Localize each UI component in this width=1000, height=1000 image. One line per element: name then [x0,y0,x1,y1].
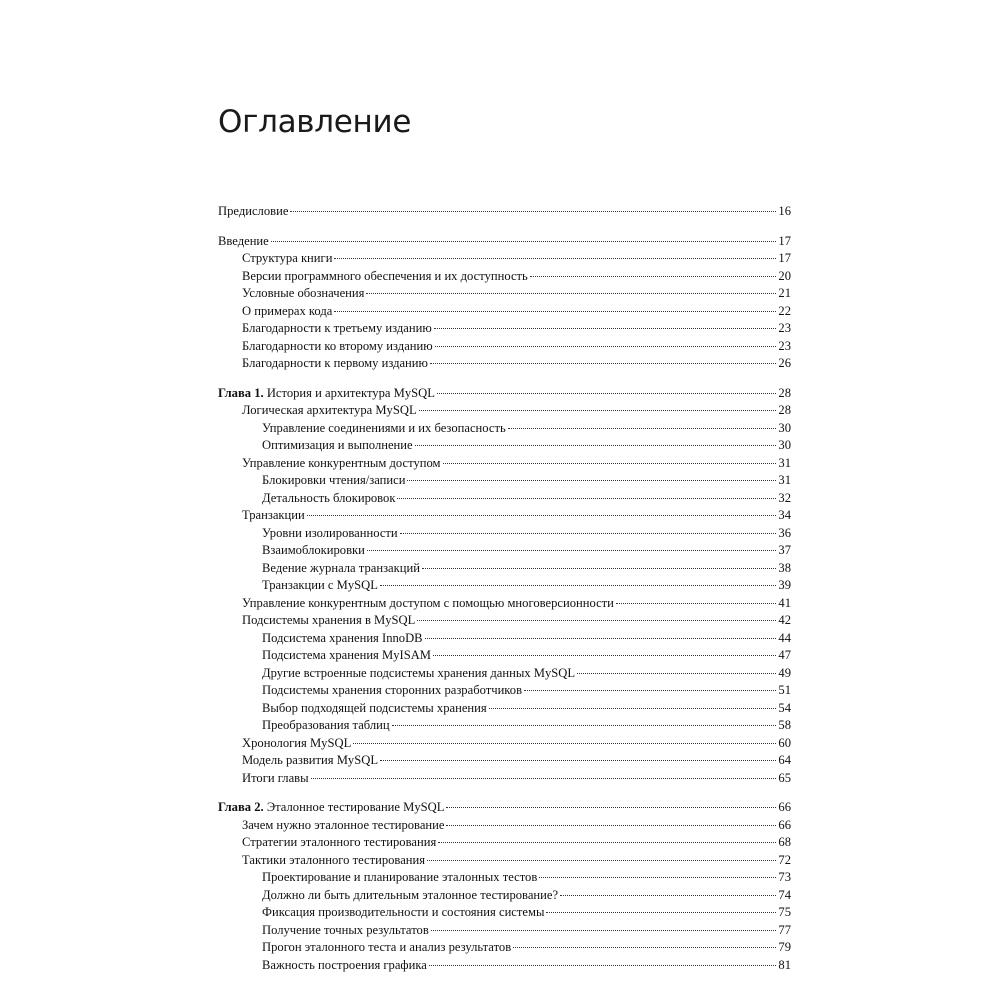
dot-leader [353,743,776,744]
toc-page-number: 54 [778,700,791,715]
dot-leader [431,930,777,931]
dot-leader [419,410,777,411]
toc-entry[interactable] [218,817,791,835]
toc-entry-label [262,904,544,922]
toc-entry[interactable] [218,303,791,321]
dot-leader [577,673,776,674]
dot-leader [489,708,777,709]
dot-leader [530,276,777,277]
toc-entry-label [262,700,487,718]
dot-leader [415,445,777,446]
toc-entry-title: Блокировки чтения/записи [262,473,406,487]
toc-entry-title: Управление конкурентным доступом с помощью многоверсионности [242,595,614,610]
toc-entry-label [242,595,614,613]
toc-entry[interactable] [218,525,791,543]
toc-entry-title: Подсистемы хранения в MySQL [242,613,416,627]
dot-leader [435,346,777,347]
dot-leader [429,965,777,966]
toc-spacer [218,373,791,385]
toc-page-number: 39 [778,578,791,592]
toc-page-number: 38 [778,560,791,575]
toc-entry[interactable] [218,612,791,630]
toc-page-number: 28 [778,403,791,417]
toc-page-number: 17 [778,251,791,265]
toc-page-number: 66 [778,800,791,814]
toc-entry-label [242,402,417,420]
toc-page-number: 30 [778,420,791,435]
toc-page-number: 32 [778,490,791,505]
toc-entry-title: Взаимоблокировки [262,543,365,557]
dot-leader [407,480,776,481]
toc-page-number: 23 [778,321,791,335]
toc-entry[interactable] [218,852,791,870]
toc-entry[interactable] [218,770,791,788]
toc-entry-title: История и архитектура MySQL [266,385,435,400]
toc-entry-title: Транзакции с MySQL [262,578,378,592]
toc-page-number: 51 [778,683,791,697]
toc-entry[interactable] [218,717,791,735]
toc-entry-label [242,735,351,753]
toc-entry-title: Логическая архитектура MySQL [242,403,417,417]
toc-entry[interactable] [218,320,791,338]
toc-spacer [218,787,791,799]
chapter-number: Глава 1. [218,385,264,400]
toc-entry[interactable] [218,402,791,420]
toc-entry-title: Детальность блокировок [262,490,396,505]
toc-entry-label [242,507,305,525]
dot-leader [508,428,777,429]
toc-entry[interactable] [218,437,791,455]
toc-chapter-entry[interactable] [218,233,791,251]
toc-entry-title: Подсистемы хранения сторонних разработчиков [262,683,523,697]
toc-entry-label [242,285,364,303]
toc-entry[interactable] [218,355,791,373]
toc-entry-label [242,817,444,835]
toc-entry-title: Ведение журнала транзакций [262,560,420,575]
toc-entry-title: Модель развития MySQL [242,753,379,767]
toc-entry-title: Транзакции [242,508,305,522]
toc-entry-title: Уровни изолированности [262,525,398,540]
toc-page-number: 77 [778,922,791,937]
toc-entry-title: Оптимизация и выполнение [262,438,413,452]
toc-entry[interactable] [218,904,791,922]
toc-entry-title: Версии программного обеспечения и их доступность [242,268,528,283]
toc-entry[interactable] [218,869,791,887]
toc-page-number: 31 [778,455,791,470]
toc-entry[interactable] [218,957,791,975]
toc-entry[interactable] [218,922,791,940]
toc-entry-label [262,630,423,648]
toc-entry-title: Должно ли быть длительным эталонное тестирование? [262,887,559,902]
dot-leader [397,498,776,499]
toc-entry-title: Тактики эталонного тестирования [242,852,426,867]
dot-leader [616,603,776,604]
toc-entry[interactable] [218,490,791,508]
toc-page-number: 73 [778,870,791,884]
toc-entry-label [262,682,522,700]
toc-entry-title: Благодарности к первому изданию [242,356,428,370]
toc-entry-title: О примерах кода [242,303,333,318]
toc-entry-label [218,203,288,221]
toc-entry-label [242,355,428,373]
dot-leader [427,860,776,861]
toc-page-number: 58 [778,718,791,732]
toc-page-number: 75 [778,905,791,919]
toc-entry[interactable] [218,420,791,438]
dot-leader [443,463,777,464]
toc-entry[interactable] [218,834,791,852]
toc-entry-label [262,869,537,887]
toc-entry-label [242,612,415,630]
dot-leader [430,363,776,364]
toc-entry-label [242,268,528,286]
toc-entry-label [242,338,433,356]
toc-page-number: 41 [778,595,791,610]
dot-leader [560,895,776,896]
dot-leader [334,311,776,312]
toc-entry-title: Прогон эталонного теста и анализ результатов [262,940,512,954]
toc-entry-title: Другие встроенные подсистемы хранения данных MySQL [262,665,576,680]
dot-leader [380,760,776,761]
toc-entry-title: Фиксация производительности и состояния системы [262,905,545,919]
toc-entry-label [262,939,511,957]
toc-entry[interactable] [218,542,791,560]
toc-entry[interactable] [218,647,791,665]
toc-entry-title: Выбор подходящей подсистемы хранения [262,700,487,715]
toc-entry-label [242,834,436,852]
toc-entry[interactable] [218,455,791,473]
toc-entry-label [262,647,431,665]
toc-entry-title: Проектирование и планирование эталонных тестов [262,870,538,884]
toc-page-number: 23 [778,338,791,353]
toc-page-number: 74 [778,887,791,902]
toc-entry[interactable] [218,577,791,595]
toc-entry-label [218,233,269,251]
toc-entry-title: Хронология MySQL [242,735,352,750]
toc-entry-label [262,472,405,490]
dot-leader [446,825,776,826]
dot-leader [425,638,777,639]
toc-entry-label [242,852,425,870]
toc-entry-label [262,490,395,508]
dot-leader [400,533,777,534]
toc-entry[interactable] [218,560,791,578]
toc-entry[interactable] [218,682,791,700]
toc-page-number: 17 [778,233,791,248]
toc-entry-label [262,525,398,543]
dot-leader [367,550,777,551]
toc-entry[interactable] [218,507,791,525]
toc-entry-label [262,957,427,975]
dot-leader [380,585,776,586]
dot-leader [539,877,776,878]
toc-entry-label [218,385,435,403]
toc-page-number: 72 [778,852,791,867]
toc-page-number: 16 [778,204,791,218]
toc-page-number: 28 [778,385,791,400]
toc-entry[interactable] [218,338,791,356]
toc-entry[interactable] [218,595,791,613]
toc-entry-label [262,577,378,595]
dot-leader [271,241,777,242]
dot-leader [524,690,776,691]
dot-leader [366,293,776,294]
toc-page-number: 47 [778,648,791,662]
toc-entry-label [262,717,390,735]
toc-entry-title: Управление соединениями и их безопасность [262,420,506,435]
dot-leader [290,211,776,212]
toc-page-number: 79 [778,940,791,954]
toc-entry[interactable] [218,250,791,268]
toc-entry-label [218,799,444,817]
toc-chapter-entry[interactable] [218,203,791,221]
toc-page-number: 68 [778,835,791,849]
toc-page-number: 36 [778,525,791,540]
dot-leader [434,328,777,329]
toc-entry-label [242,303,332,321]
toc-page-number: 37 [778,543,791,557]
toc-entry-label [262,665,575,683]
dot-leader [422,568,776,569]
dot-leader [437,393,776,394]
toc-page-number: 65 [778,770,791,785]
toc-entry-title: Важность построения графика [262,957,427,972]
toc-entry-title: Управление конкурентным доступом [242,455,441,470]
dot-leader [546,912,776,913]
toc-page-number: 26 [778,356,791,370]
toc-page-number: 64 [778,753,791,767]
toc-entry-label [242,455,441,473]
toc-spacer [218,221,791,233]
toc-entry-title: Эталонное тестирование MySQL [266,800,445,814]
toc-entry[interactable] [218,700,791,718]
toc-page-number: 49 [778,665,791,680]
toc-page-number: 31 [778,473,791,487]
toc-entry-label [262,542,365,560]
toc-entry-label [262,887,558,905]
dot-leader [392,725,777,726]
toc-entry-label [242,752,378,770]
toc-entry-title: Благодарности к третьему изданию [242,321,432,335]
toc-page-number: 22 [778,303,791,318]
toc-entry-title: Введение [218,233,269,248]
toc-entry-label [262,420,506,438]
toc-page-number: 34 [778,508,791,522]
toc-entry-label [242,320,432,338]
toc-entry-title: Благодарности ко второму изданию [242,338,433,353]
toc-entry-title: Подсистема хранения MyISAM [262,648,431,662]
toc-entry[interactable] [218,887,791,905]
toc-entry-title: Условные обозначения [242,286,365,300]
toc-entry[interactable] [218,630,791,648]
toc-page-number: 44 [778,630,791,645]
toc-entry-title: Зачем нужно эталонное тестирование [242,817,445,832]
chapter-number: Глава 2. [218,800,264,814]
toc-entry-title: Итоги главы [242,770,309,785]
dot-leader [307,515,777,516]
dot-leader [446,807,776,808]
dot-leader [334,258,776,259]
toc-entry-title: Предисловие [218,204,289,218]
toc-entry[interactable] [218,752,791,770]
dot-leader [417,620,776,621]
toc-page-number: 81 [778,957,791,972]
dot-leader [438,842,776,843]
dot-leader [433,655,776,656]
toc-entry-label [262,560,420,578]
dot-leader [513,947,776,948]
toc-entry[interactable] [218,285,791,303]
toc-page-number: 21 [778,286,791,300]
toc-entry[interactable] [218,735,791,753]
toc-entry-label [242,770,309,788]
table-of-contents [218,203,791,974]
toc-chapter-entry[interactable] [218,799,791,817]
toc-page-number: 66 [778,817,791,832]
toc-entry-title: Стратегии эталонного тестирования [242,835,437,849]
toc-page-number: 30 [778,438,791,452]
toc-page-number: 42 [778,613,791,627]
toc-entry[interactable] [218,268,791,286]
toc-entry-label [262,922,429,940]
toc-entry-label [262,437,413,455]
toc-entry-title: Структура книги [242,251,333,265]
toc-entry-title: Преобразования таблиц [262,718,390,732]
toc-entry[interactable] [218,472,791,490]
toc-page-number: 60 [778,735,791,750]
toc-entry-title: Подсистема хранения InnoDB [262,630,423,645]
toc-entry-title: Получение точных результатов [262,922,429,937]
toc-chapter-entry[interactable] [218,385,791,403]
toc-page-number: 20 [778,268,791,283]
toc-entry[interactable] [218,665,791,683]
toc-entry[interactable] [218,939,791,957]
page-title: Оглавление [218,104,412,140]
dot-leader [311,778,777,779]
toc-entry-label [242,250,332,268]
